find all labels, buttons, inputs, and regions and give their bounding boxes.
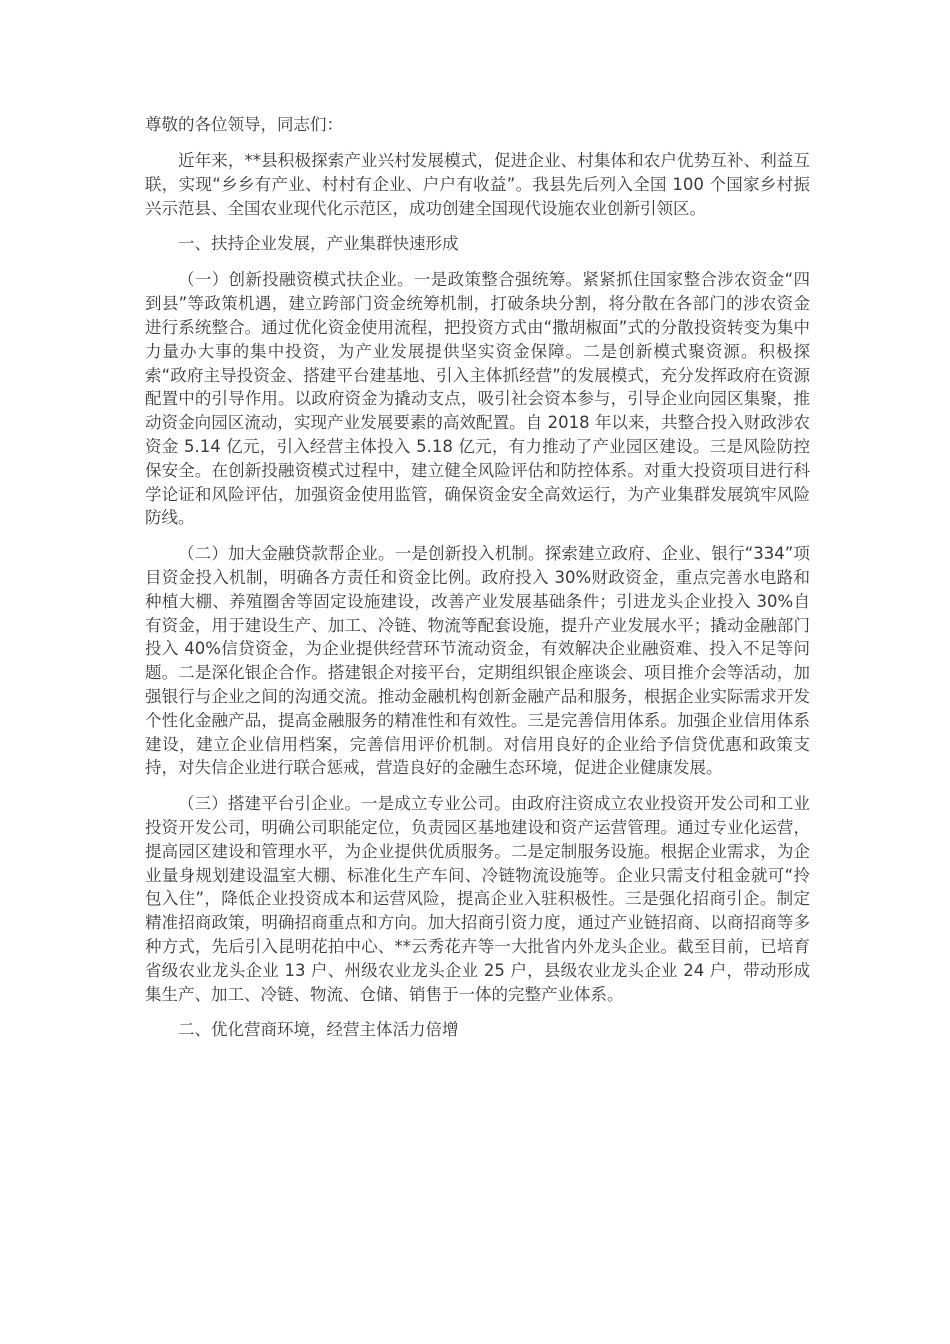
- intro-paragraph: 近年来，**县积极探索产业兴村发展模式，促进企业、村集体和农户优势互补、利益互联，实现“乡乡有产业、村村有企业、户户有收益”。我县先后列入全国 100 个国家乡村振兴示范县、全国农业现代化示范区，成功创建全国现代设施农业创新引领区。: [145, 151, 810, 218]
- section-1-paragraph-1: （一）创新投融资模式扶企业。一是政策整合强统筹。紧紧抓住国家整合涉农资金“四到县”等政策机遇，建立跨部门资金统筹机制，打破条块分割，将分散在各部门的涉农资金进行系统整合。通过优化资金使用流程，把投资方式由“撒胡椒面”式的分散投资转变为集中力量办大事的集中投资，为产业发展提供坚实资金保障。二是创新模式聚资源。积极探索“政府主导投资金、搭建平台建基地、引入主体抓经营”的发展模式，充分发挥政府在资源配置中的引导作用。以政府资金为撬动支点，吸引社会资本参与，引导企业向园区集聚，推动资金向园区流动，实现产业发展要素的高效配置。自 2018 年以来，共整合投入财政涉农资金 5.14 亿元，引入经营主体投入 5.18 亿元，有力推动了产业园区建设。三是风险防控保安全。在创新投融资模式过程中，建立健全风险评估和防控体系。对重大投资项目进行科学论证和风险评估，加强资金使用监管，确保资金安全高效运行，为产业集群发展筑牢风险防线。: [145, 270, 810, 528]
- document-page: [145, 113, 810, 1054]
- section-1-paragraph-2: （二）加大金融贷款帮企业。一是创新投入机制。探索建立政府、企业、银行“334”项目资金投入机制，明确各方责任和资金比例。政府投入 30%财政资金，重点完善水电路和种植大棚、养殖圈舍等固定设施建设，改善产业发展基础条件；引进龙头企业投入 30%自有资金，用于建设生产、加工、冷链、物流等配套设施，提升产业发展水平；撬动金融部门投入 40%信贷资金，为企业提供经营环节流动资金，有效解决企业融资难、投入不足等问题。二是深化银企合作。搭建银企对接平台，定期组织银企座谈会、项目推介会等活动，加强银行与企业之间的沟通交流。推动金融机构创新金融产品和服务，根据企业实际需求开发个性化金融产品，提高金融服务的精准性和有效性。三是完善信用体系。加强企业信用体系建设，建立企业信用档案，完善信用评价机制。对信用良好的企业给予信贷优惠和政策支持，对失信企业进行联合惩戒，营造良好的金融生态环境，促进企业健康发展。: [145, 544, 810, 778]
- salutation: 尊敬的各位领导，同志们：: [145, 115, 343, 134]
- section-2-heading: 二、优化营商环境，经营主体活力倍增: [178, 1020, 459, 1040]
- section-1-heading: 一、扶持企业发展，产业集群快速形成: [178, 234, 459, 254]
- section-1-paragraph-3: （三）搭建平台引企业。一是成立专业公司。由政府注资成立农业投资开发公司和工业投资开发公司，明确公司职能定位，负责园区基地建设和资产运营管理。通过专业化运营，提高园区建设和管理水平，为企业提供优质服务。二是定制服务设施。根据企业需求，为企业量身规划建设温室大棚、标准化生产车间、冷链物流设施等。企业只需支付租金就可“拎包入住”，降低企业投资成本和运营风险，提高企业入驻积极性。三是强化招商引企。制定精准招商政策，明确招商重点和方向。加大招商引资力度，通过产业链招商、以商招商等多种方式，先后引入昆明花拍中心、**云秀花卉等一大批省内外龙头企业。截至目前，已培育省级农业龙头企业 13 户、州级农业龙头企业 25 户，县级农业龙头企业 24 户，带动形成集生产、加工、冷链、物流、仓储、销售于一体的完整产业体系。: [145, 794, 810, 1004]
